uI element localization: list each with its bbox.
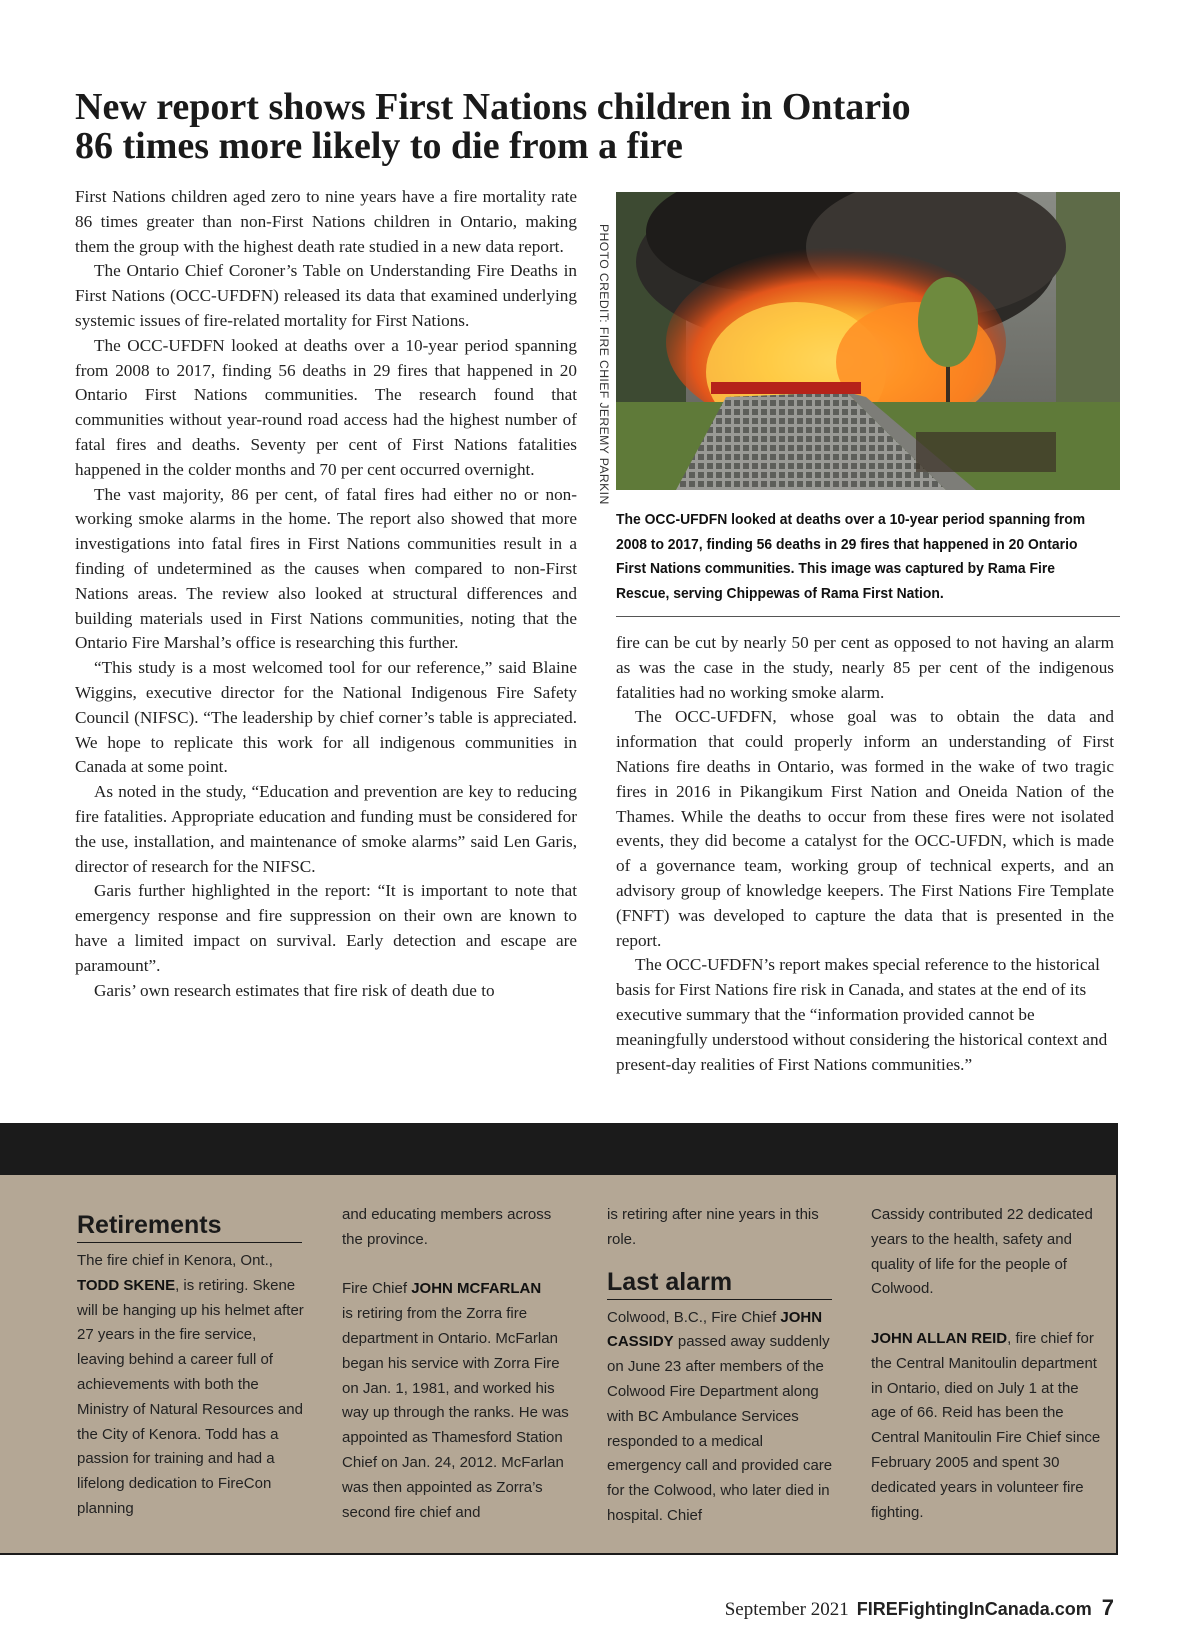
- sidebar-column-4: [871, 1203, 1101, 1525]
- reid-name: JOHN ALLAN REID: [871, 1329, 1008, 1347]
- headline-line-2: 86 times more likely to die from a fire: [75, 125, 683, 167]
- sidebar-column-3: [607, 1203, 837, 1529]
- issue-date: September 2021: [724, 1599, 849, 1620]
- skene-entry: [77, 1249, 307, 1522]
- article-paragraph: The OCC-UFDFN, whose goal was to obtain the data and information that could properly inform an understanding of First Nations fire deaths in Ontario, was formed in the wake of two tragic fires in 2016 in Pikangikum First Nation and Oneida Nation of the Thames. While the deaths to occur from these fires were not isolated events, they did become a catalyst for the OCC-UFDN, which is made of a governance team, working group of technical experts, and an advisory group of knowledge keepers. The First Nations Fire Template (FNFT) was developed to capture the data that is presented in the report.: [616, 707, 1114, 950]
- page-footer: [725, 1595, 1114, 1621]
- cassidy-name: JOHN CASSIDY: [607, 1308, 823, 1351]
- article-column-left: [75, 185, 577, 1003]
- headline-line-1: New report shows First Nations children in Ontario: [75, 86, 911, 128]
- skene-intro: The fire chief in Kenora, Ont.,: [77, 1252, 273, 1269]
- photo-caption: The OCC-UFDFN looked at deaths over a 10-year period spanning from 2008 to 2017, finding 56 deaths in 29 fires that happened in 20 Ontario First Nations communities. This image was captured by Rama Fire Rescue, serving Chippewas of Rama First Nation.: [616, 512, 1086, 602]
- last-alarm-heading: Last alarm: [607, 1267, 832, 1300]
- cassidy-text: passed away suddenly on June 23 after members of the Colwood Fire Department along with BC Ambulance Services responded to a medical emergency call and provided care for the Colwood, who later died in hospital. Chief: [607, 1333, 833, 1524]
- page-number: 7: [1101, 1595, 1114, 1620]
- sidebar-column-2: [342, 1203, 572, 1525]
- website-name: FIREFightingInCanada.com: [856, 1599, 1092, 1619]
- article-paragraph: Garis further highlighted in the report: “It is important to note that emergency response and fire suppression on their own are known to have a limited impact on survival. Early detection and escape are paramount”.: [75, 881, 577, 975]
- article-headline: [75, 88, 1035, 166]
- skene-name: TODD SKENE: [77, 1276, 176, 1294]
- section-divider-band: [0, 1123, 1118, 1175]
- mcfarlan-name: JOHN MCFARLAN: [411, 1280, 542, 1298]
- article-paragraph: Garis’ own research estimates that fire risk of death due to: [94, 980, 495, 1000]
- cassidy-intro: Colwood, B.C., Fire Chief: [607, 1308, 781, 1326]
- article-paragraph: As noted in the study, “Education and prevention are key to reducing fire fatalities. Appropriate education and funding must be considered for the use, installation, and maintenance of smoke alarms” said Len Garis, director of research for the NIFSC.: [75, 782, 577, 876]
- cassidy-entry: [607, 1306, 837, 1529]
- retirements-heading: Retirements: [77, 1210, 302, 1243]
- article-paragraph: The OCC-UFDFN looked at deaths over a 10-year period spanning from 2008 to 2017, finding 56 deaths in 29 fires that happened in 20 Ontario First Nations communities. The research found that communities without year-round road access had the highest number of fatal fires and deaths. Seventy per cent of First Nations fatalities happened in the colder months and 70 per cent occurred overnight.: [75, 335, 577, 479]
- cassidy-continued: Cassidy contributed 22 dedicated years to the health, safety and quality of life for the people of Colwood.: [871, 1206, 1093, 1298]
- reid-entry: [871, 1327, 1101, 1525]
- article-paragraph: “This study is a most welcomed tool for our reference,” said Blaine Wiggins, executive director for the National Indigenous Fire Safety Council (NIFSC). “The leadership by chief corner’s table is appreciated. We hope to replicate this work for all indigenous communities in Canada at some point.: [75, 658, 577, 777]
- mcfarlan-entry: [342, 1277, 572, 1525]
- photo-credit: PHOTO CREDIT: FIRE CHIEF JEREMY PARKIN: [597, 224, 611, 505]
- article-paragraph: First Nations children aged zero to nine years have a fire mortality rate 86 times greater than non-First Nations children in Ontario, making them the group with the highest death rate studied in a new data report.: [75, 187, 577, 256]
- reid-text: , fire chief for the Central Manitoulin department in Ontario, died on July 1 at the age of 66. Reid has been the Central Manitoulin Fire Chief since February 2005 and spent 30 dedicated years in volunteer fire fighting.: [871, 1329, 1101, 1521]
- article-column-right: [616, 631, 1114, 1077]
- mcfarlan-continued: is retiring after nine years in this role.: [607, 1206, 819, 1248]
- article-paragraph: The vast majority, 86 per cent, of fatal fires had either no or non-working smoke alarms in the home. The report also showed that more investigations into fatal fires in First Nations communities result in a finding of undetermined as the causes when compared to non-First Nations areas. The review also looked at structural differences and building materials used in First Nations communities, noting that the Ontario Fire Marshal’s office is researching this further.: [75, 484, 577, 653]
- sidebar-column-1: [77, 1210, 307, 1522]
- article-paragraph: fire can be cut by nearly 50 per cent as opposed to not having an alarm as was the case in the study, nearly 85 per cent of the indigenous fatalities had no working smoke alarm.: [616, 633, 1114, 702]
- mcfarlan-intro: Fire Chief: [342, 1280, 412, 1298]
- article-paragraph: The OCC-UFDFN’s report makes special reference to the historical basis for First Nations fire risk in Canada, and states at the end of its executive summary that the “information provided cannot be meaningfully understood without considering the historical context and present-day realities of First Nations communities.”: [616, 955, 1108, 1074]
- caption-divider: [616, 616, 1120, 617]
- article-paragraph: The Ontario Chief Coroner’s Table on Understanding Fire Deaths in First Nations (OCC-UFDFN) released its data that examined underlying systemic issues of fire-related mortality for First Nations.: [75, 261, 577, 330]
- skene-continued: and educating members across the province.: [342, 1206, 552, 1248]
- skene-text: , is retiring. Skene will be hanging up his helmet after 27 years in the fire service, leaving behind a career full of achievements with both the Ministry of Natural Resources and the City of Kenora. Todd has a passion for training and had a lifelong dedication to FireCon planning: [77, 1276, 304, 1517]
- mcfarlan-text: is retiring from the Zorra fire department in Ontario. McFarlan began his service with Zorra Fire on Jan. 1, 1981, and worked his way up through the ranks. He was appointed as Thamesford Station Chief on Jan. 24, 2012. McFarlan was then appointed as Zorra’s second fire chief and: [342, 1305, 569, 1521]
- house-fire-photo: [616, 192, 1120, 490]
